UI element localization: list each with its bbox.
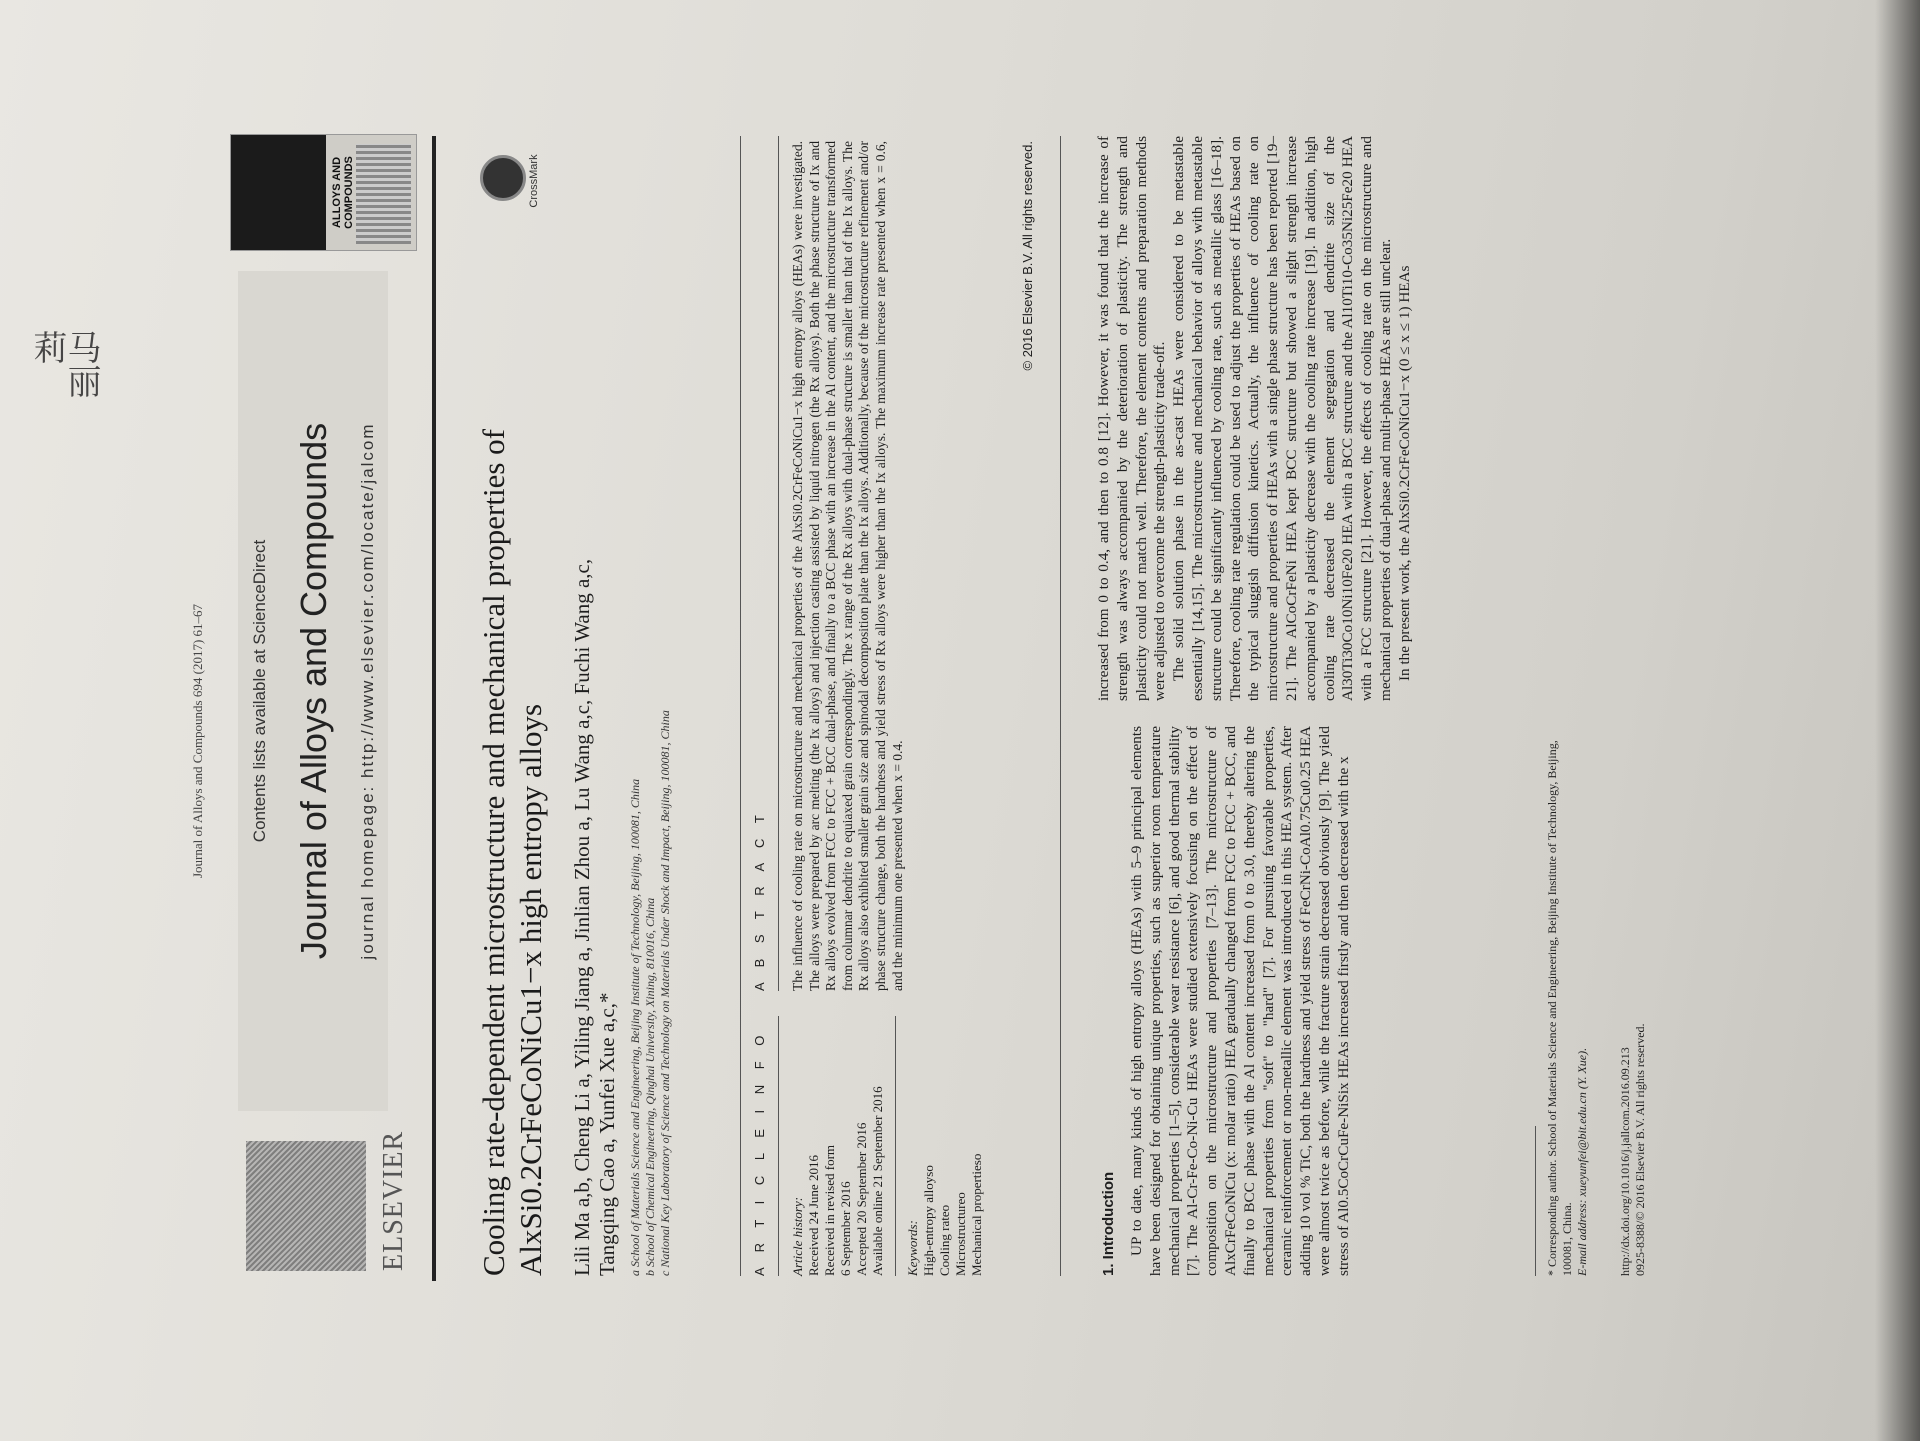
- page-edge-shadow: [1875, 0, 1920, 1441]
- intro-column-2: [1095, 136, 1415, 701]
- article-title: [475, 256, 549, 1276]
- journal-masthead: [238, 271, 388, 1111]
- doi-link[interactable]: http://dx.doi.org/10.1016/j.jallcom.2016.09.213: [1618, 1047, 1632, 1276]
- abstract-copyright: © 2016 Elsevier B.V. All rights reserved.: [1020, 141, 1035, 371]
- keyword-item: Mechanical propertieso: [969, 1153, 984, 1276]
- contents-line: Contents lists available at ScienceDirect: [250, 539, 269, 843]
- cover-pattern: [356, 144, 411, 244]
- abstract-text: The influence of cooling rate on microstructure and mechanical properties of the AlxSi0.2CrFeCoNiCu1−x high entropy alloys (HEAs) were investigated. The alloys were prepared by arc melting (the Ix alloys) and injection casting assisted by liquid nitrogen (the Rx alloys). Both the phase structure of Ix and Rx alloys evolved from FCC to FCC + BCC dual-phase, and finally to a BCC phase with an increase in the Al content, and the microstructure transformed from columnar dendrite to equiaxed grain correspondingly. The x range of the Rx alloys with dual-phase structure is smaller than that of the Ix alloys. The Rx alloys also exhibited smaller grain size and spinodal decomposition plate than the Ix alloys. Additionally, because of the microstructure refinement and/or phase structure change, both the hardness and yield stress of Rx alloys were higher than the Ix alloys. The maximum increase rate presented when x = 0.6, and the minimum one presented when x = 0.4.: [790, 141, 905, 991]
- journal-homepage: journal homepage: http://www.elsevier.com/locate/jalcom: [358, 422, 377, 960]
- footnote: [1545, 716, 1590, 1276]
- cover-dark-block: [231, 135, 326, 250]
- email-address: E-mail address: xueyunfei@bit.edu.cn (Y. Xue).: [1575, 1047, 1589, 1276]
- intro-paragraph: In the present work, the AlxSi0.2CrFeCoNiCu1−x (0 ≤ x ≤ 1) HEAs: [1395, 265, 1413, 681]
- history-label: Article history:: [790, 1196, 805, 1276]
- abstract-heading: A B S T R A C T: [752, 809, 767, 991]
- abstract-rule: [778, 136, 779, 991]
- history-item: 6 September 2016: [838, 1181, 853, 1276]
- affiliation-c: c National Key Laboratory of Science and Technology on Materials Under Shock and Impact, Beijing, 100081, China: [658, 710, 672, 1276]
- info-rule: [778, 1016, 779, 1276]
- footnote-rule: [1535, 1126, 1536, 1276]
- corresponding-author: * Corresponding author. School of Materials Science and Engineering, Beijing Institute of Technology, Beijing, 100081, China.: [1545, 740, 1574, 1276]
- article-history: [790, 1016, 886, 1276]
- affiliation-a: a School of Materials Science and Engineering, Beijing Institute of Technology, Beijing, 100081, China: [628, 778, 642, 1276]
- cover-title: ALLOYS AND COMPOUNDS: [331, 156, 355, 229]
- affiliations: [628, 176, 673, 1276]
- authors-line-2: Tangqing Cao a, Yunfei Xue a,c,*: [595, 992, 619, 1276]
- affiliation-b: b School of Chemical Engineering, Qinghai University, Xining, 810016, China: [643, 897, 657, 1276]
- keywords-rule: [895, 1016, 896, 1276]
- introduction-heading: 1. Introduction: [1100, 1171, 1117, 1276]
- history-item: Received in revised form: [822, 1144, 837, 1276]
- running-head: Journal of Alloys and Compounds 694 (2017) 61–67: [190, 603, 205, 879]
- journal-cover-thumbnail: [230, 134, 417, 251]
- section-rule-top: [740, 136, 741, 1276]
- crossmark-icon: [480, 155, 526, 201]
- keyword-item: Cooling rateo: [937, 1204, 952, 1276]
- keyword-item: High-entropy alloyso: [921, 1165, 936, 1276]
- journal-title: Journal of Alloys and Compounds: [293, 422, 334, 960]
- issn-line: 0925-8388/© 2016 Elsevier B.V. All rights reserved.: [1633, 1023, 1647, 1276]
- doi-block: [1618, 716, 1648, 1276]
- keywords: [905, 1016, 985, 1276]
- section-rule-bottom: [1060, 136, 1061, 1276]
- article-title-line-1: Cooling rate-dependent microstructure and mechanical properties of: [476, 428, 511, 1276]
- history-item: Accepted 20 September 2016: [854, 1122, 869, 1276]
- history-item: Available online 21 September 2016: [870, 1086, 885, 1276]
- handwritten-note: 马丽莉: [27, 330, 101, 398]
- elsevier-logo: [238, 1131, 428, 1281]
- publisher-name: ELSEVIER: [378, 1130, 409, 1271]
- intro-paragraph: The solid solution phase in the as-cast HEAs were considered to be metastable essentially [14,15]. The microstructure and mechanical behavior of alloys with metastable structure could be significantly influenced by cooling rate, such as metallic glass [16–18]. Therefore, cooling rate regulation could be used to adjust the properties of HEAs based on the typical sluggish diffusion kinetics. Actually, the influence of cooling rate on microstructure and properties of HEAs with a single phase structure has been reported [19–21]. The AlCoCrFeNi HEA kept BCC structure but showed a slight strength increase accompanied by a plasticity decrease with the cooling rate increase [19]. In addition, high cooling rate decreased the element segregation and dendrite size of the Al30Ti30Co10Ni10Fe20 HEA with a BCC structure and the Al10Ti10-Co35Ni25Fe20 HEA with a FCC structure [21]. However, the effects of cooling rate on the microstructure and mechanical properties of dual-phase and multi-phase HEAs are still unclear.: [1170, 136, 1394, 701]
- intro-column-1: [1128, 726, 1354, 1276]
- history-item: Received 24 June 2016: [806, 1155, 821, 1276]
- crossmark-label: CrossMark: [528, 154, 540, 208]
- masthead-rule: [432, 136, 436, 1281]
- article-info-heading: A R T I C L E I N F O: [752, 1029, 767, 1276]
- author-list: [570, 176, 620, 1276]
- article-title-line-2: AlxSi0.2CrFeCoNiCu1−x high entropy alloys: [513, 703, 548, 1276]
- keyword-item: Microstructureo: [953, 1192, 968, 1276]
- authors-line-1: Lili Ma a,b, Cheng Li a, Yiling Jiang a, Jinlian Zhou a, Lu Wang a,c, Fuchi Wang a,c,: [570, 558, 594, 1276]
- keywords-label: Keywords:: [905, 1220, 920, 1276]
- intro-paragraph: increased from 0 to 0.4, and then to 0.8 [12]. However, it was found that the increase of strength was always accompanied by the deterioration of plasticity. The strength and plasticity could not match well. Therefore, the element contents and preparation methods were adjusted to overcome the strength-plasticity trade-off.: [1095, 136, 1169, 701]
- elsevier-tree-icon: [246, 1141, 366, 1271]
- intro-paragraph: UP to date, many kinds of high entropy alloys (HEAs) with 5–9 principal elements have been designed for obtaining unique properties, such as superior room temperature mechanical properties [1–5], considerable wear resistance [6], and good thermal stability [7]. The Al-Cr-Fe-Co-Ni-Cu HEAs were studied extensively focusing on the effect of composition on the microstructure and properties [7–13]. The microstructure of AlxCrFeCoNiCu (x: molar ratio) HEA gradually changed from FCC to FCC + BCC, and finally to BCC phase with the Al content increased from 0 to 3.0, thereby altering the mechanical properties from "soft" to "hard" [7]. For pursuing favorable properties, ceramic reinforcement or non-metallic element was introduced in this HEA system. After adding 10 vol % TiC, both the hardness and yield stress of FeCrNi-CoAl0.75Cu0.25 HEA were almost twice as before, while the fracture strain decreased obviously [9]. The yield stress of Al0.5CoCrCuFe-NiSix HEAs increased firstly and then decreased with the x: [1128, 726, 1352, 1276]
